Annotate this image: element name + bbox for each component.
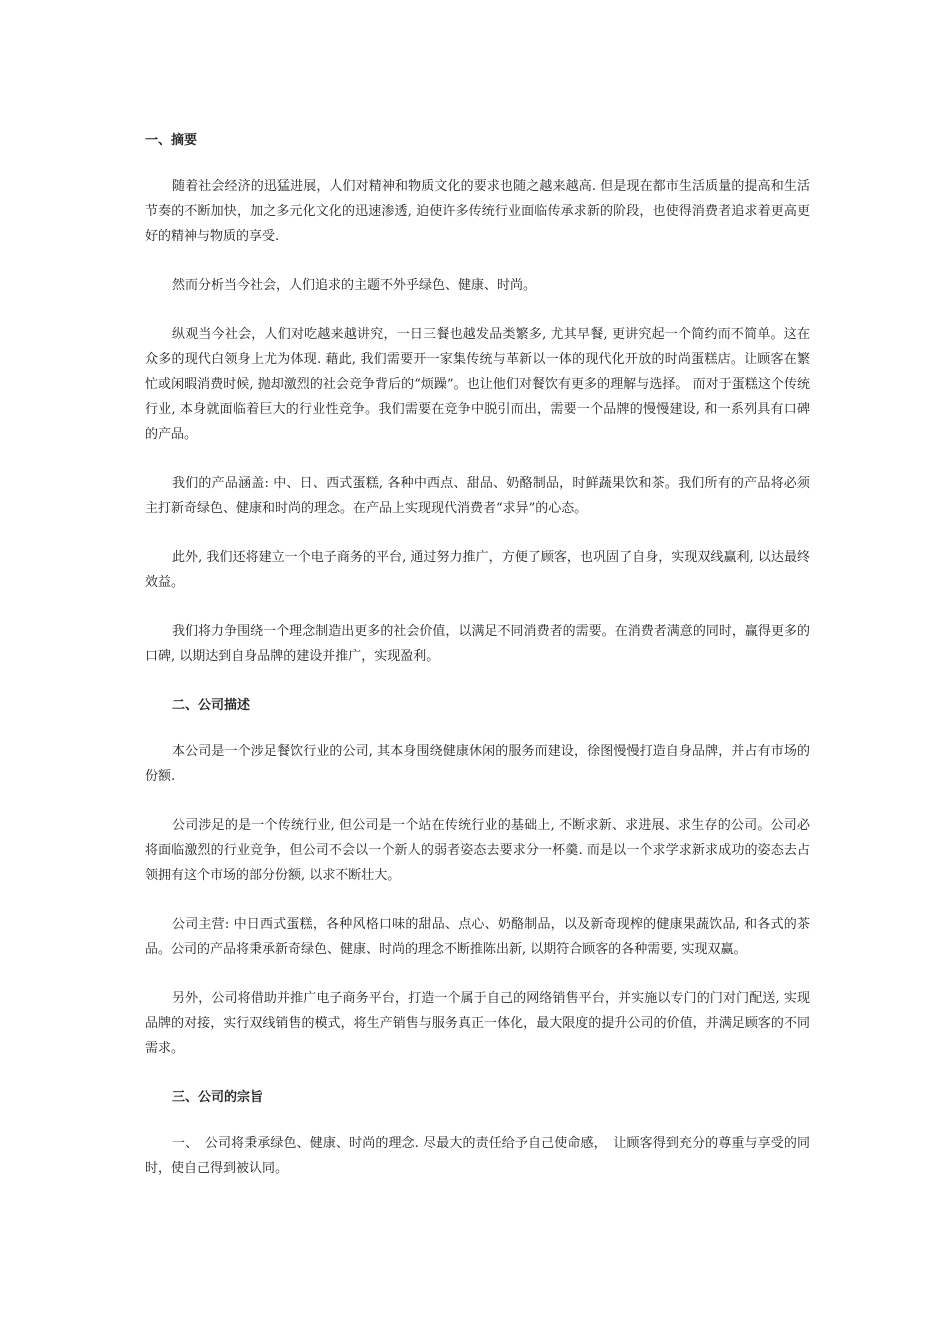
- paragraph: 另外，公司将借助并推广电子商务平台，打造一个属于自己的网络销售平台，并实施以专门的门对门配送, 实现品牌的对接，实行双线销售的模式，将生产销售与服务真正一体化，最大限度的提升公司的价值，并满足顾客的不同需求。: [145, 991, 810, 1056]
- paragraph: 一、 公司将秉承绿色、健康、时尚的理念. 尽最大的责任给予自己使命感， 让顾客得到充分的尊重与享受的同时，使自己得到被认同。: [145, 1136, 810, 1176]
- paragraph: 公司涉足的是一个传统行业, 但公司是一个站在传统行业的基础上, 不断求新、求进展、求生存的公司。公司必将面临激烈的行业竞争，但公司不会以一个新人的弱者姿态去要求分一杯羹. 而是以一个求学求新求成功的姿态去占领拥有这个市场的部分份额, 以求不断壮大。: [145, 818, 810, 883]
- paragraph: 随着社会经济的迅猛进展，人们对精神和物质文化的要求也随之越来越高. 但是现在都市生活质量的提高和生活节奏的不断加快，加之多元化文化的迅速渗透, 迫使许多传统行业面临传承求新的阶段，也使得消费者追求着更高更好的精神与物质的享受.: [145, 179, 810, 244]
- paragraph: 纵观当今社会，人们对吃越来越讲究，一日三餐也越发品类繁多, 尤其早餐, 更讲究起一个简约而不简单。这在众多的现代白领身上尤为体现. 藉此, 我们需要开一家集传统与革新以一体的现代化开放的时尚蛋糕店。让顾客在繁忙或闲暇消费时候, 抛却激烈的社会竞争背后的“烦躁”。也让他们对餐饮有更多的理解与选择。 而对于蛋糕这个传统行业, 本身就面临着巨大的行业性竞争。我们需要在竞争中脱引而出，需要一个品牌的慢慢建设, 和一系列具有口碑的产品。: [145, 327, 810, 442]
- document-page: [145, 128, 810, 1181]
- paragraph: 此外, 我们还将建立一个电子商务的平台, 通过努力推广，方便了顾客，也巩固了自身，实现双线赢利, 以达最终效益。: [145, 550, 810, 590]
- section-heading-company-purpose: 三、公司的宗旨: [172, 1090, 264, 1105]
- paragraph: 我们将力争围绕一个理念制造出更多的社会价值，以满足不同消费者的需要。在消费者满意的同时，赢得更多的口碑, 以期达到自身品牌的建设并推广，实现盈利。: [145, 624, 810, 664]
- paragraph: 本公司是一个涉足餐饮行业的公司, 其本身围绕健康休闲的服务而建设，徐图慢慢打造自身品牌，并占有市场的份额.: [145, 744, 810, 784]
- section-heading-company-description: 二、公司描述: [172, 698, 251, 713]
- paragraph: 我们的产品涵盖: 中、日、西式蛋糕, 各种中西点、甜品、奶酪制品，时鲜蔬果饮和茶。我们所有的产品将必须主打新奇绿色、健康和时尚的理念。在产品上实现现代消费者“求异”的心态。: [145, 476, 810, 516]
- section-heading-abstract: 一、摘要: [145, 133, 198, 148]
- paragraph: 然而分析当今社会，人们追求的主题不外乎绿色、健康、时尚。: [172, 278, 537, 293]
- paragraph: 公司主营: 中日西式蛋糕，各种风格口味的甜品、点心、奶酪制品，以及新奇现榨的健康果蔬饮品, 和各式的茶品。公司的产品将秉承新奇绿色、健康、时尚的理念不断推陈出新, 以期符合顾客的各种需要, 实现双赢。: [145, 917, 810, 957]
